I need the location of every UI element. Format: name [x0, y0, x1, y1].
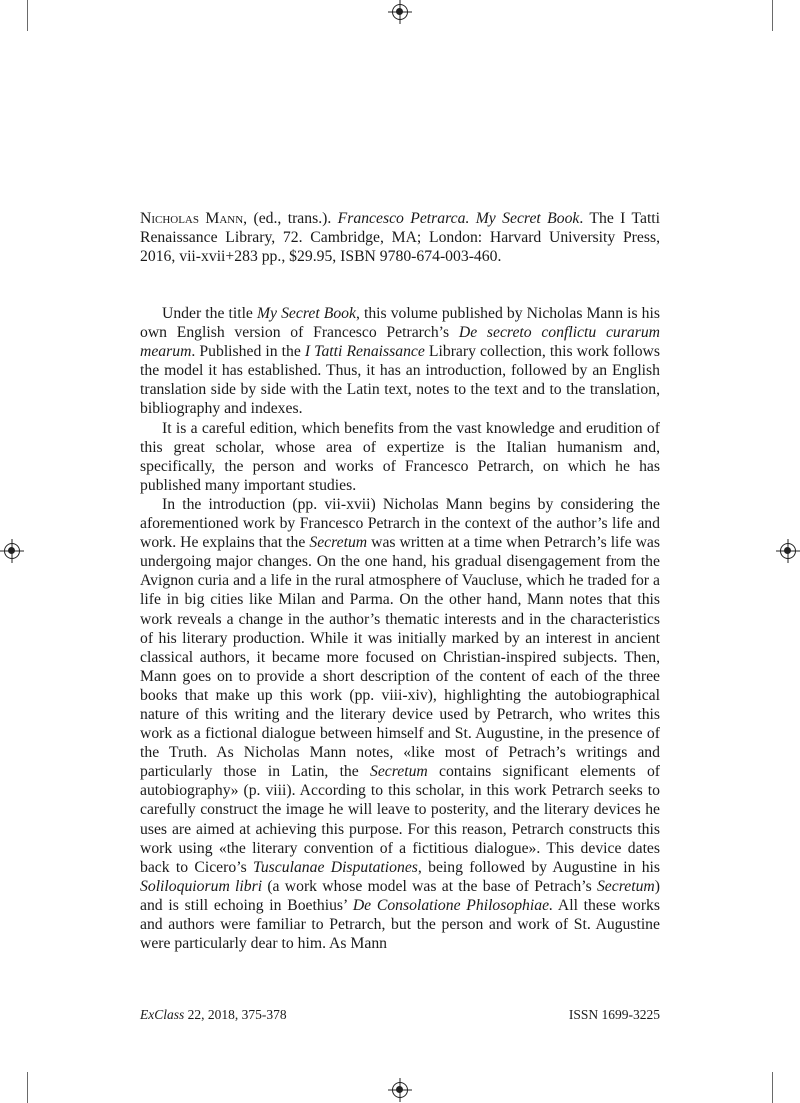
text-run: , being followed by Augustine in his: [417, 858, 661, 876]
citation-details: . The I Tatti Renaissance Library, 72. Cambridge, MA; London: Harvard University Press, 2016, vii-xvii+283 pp., $29.95, ISBN 9780-674-003-460.: [140, 210, 661, 266]
registration-mark-icon: [392, 1082, 408, 1098]
journal-details: 22, 2018, 375-378: [184, 1007, 287, 1022]
text-run: It is a careful edition, which benefits from the vast knowledge and erudition of this great scholar, whose area of expertize is the Italian humanism and, specifically, the person and works of Francesco Petrarch, on which he has published many important studies.: [140, 419, 660, 494]
registration-mark-icon: [780, 543, 796, 559]
text-run: Under the title: [162, 305, 257, 322]
italic-title: I Tatti Renaissance: [304, 343, 425, 361]
text-run: All these works and authors were familiar to Petrarch, but the person and work of St. Augustine were particularly dear to him. As Mann: [140, 896, 660, 953]
paragraph: [140, 304, 660, 419]
text-run: ) and is still echoing in Boethius’: [140, 877, 660, 914]
author-last-name: Mann: [205, 210, 244, 227]
book-title: Francesco Petrarca. My Secret Book: [337, 210, 580, 227]
text-run: Library collection, this work follows the model it has established. Thus, it has an introduction, followed by an English translation side by side with the Latin text, notes to the text and to the translation, bibliography and indexes.: [140, 343, 660, 418]
crop-mark: [27, 1072, 28, 1103]
italic-title: Soliloquiorum libri: [140, 877, 263, 895]
journal-name: ExClass: [140, 1007, 185, 1022]
paragraph: [140, 419, 660, 495]
author-role: , (ed., trans.).: [243, 210, 338, 227]
book-citation: [140, 209, 660, 266]
italic-title: My Secret Book: [256, 305, 356, 322]
author-first-name: Nicholas: [140, 210, 199, 227]
italic-title: Secretum: [369, 763, 428, 781]
italic-title: Secretum: [596, 877, 655, 895]
italic-title: De secreto conflictu curarum mearum: [140, 324, 660, 361]
registration-mark-icon: [392, 4, 408, 20]
text-run: (a work whose model was at the base of Petrach’s: [262, 877, 597, 895]
italic-title: Secretum: [309, 534, 368, 552]
crop-mark: [772, 1072, 773, 1103]
review-body: [140, 304, 660, 953]
text-run: In the introduction (pp. vii-xvii) Nicholas Mann begins by considering the aforementioned work by Francesco Petrarch in the context of the author’s life and work. He explains that the: [140, 495, 660, 552]
text-run: was written at a time when Petrarch’s life was undergoing major changes. On the one hand, his gradual disengagement from the Avignon curia and a life in the rural atmosphere of Vaucluse, which he traded for a life in big cities like Milan and Parma. On the other hand, Mann notes that this work reveals a change in the author’s thematic interests and in the characteristics of his literary production. While it was initially marked by an interest in ancient classical authors, it became more focused on Christian-inspired subjects. Then, Mann goes on to provide a short description of the content of each of the three books that make up this work (pp. viii-xiv), highlighting the autobiographical nature of this writing and the literary device used by Petrarch, who writes this work as a fictional dialogue between himself and St. Augustine, in the presence of the Truth. As Nicholas Mann notes, «like most of Petrach’s writings and particularly those in Latin, the: [140, 534, 660, 781]
issn: ISSN 1699-3225: [568, 1007, 660, 1022]
text-run: , this volume published by Nicholas Mann is his own English version of Francesco Petrarch’s: [140, 305, 660, 342]
crop-mark: [27, 0, 28, 31]
registration-mark-icon: [4, 543, 20, 559]
paragraph: [140, 495, 660, 953]
text-run: . Published in the: [191, 343, 305, 361]
text-run: contains significant elements of autobiography» (p. viii). According to this scholar, in this work Petrarch seeks to carefully construct the image he will leave to posterity, and the literary devices he uses are aimed at achieving this purpose. For this reason, Petrarch constructs this work using «the literary convention of a fictitious dialogue». This device dates back to Cicero’s: [140, 763, 661, 876]
italic-title: Tusculanae Disputationes: [252, 858, 418, 876]
journal-reference: [140, 1007, 287, 1023]
italic-title: De Consolatione Philosophiae.: [352, 896, 553, 914]
crop-mark: [772, 0, 773, 31]
